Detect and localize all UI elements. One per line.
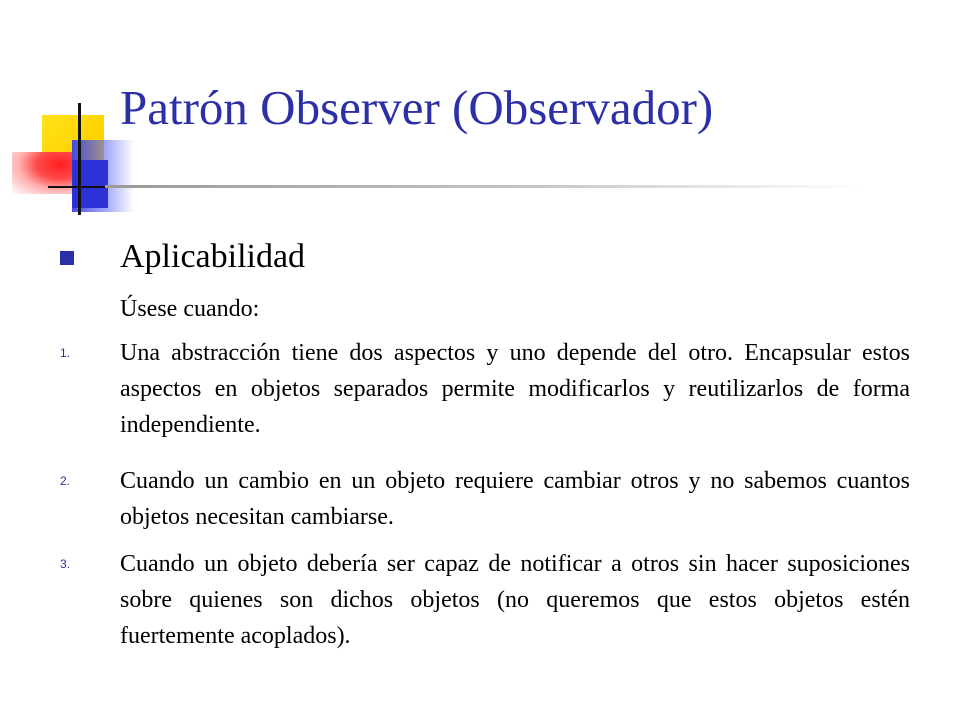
section-heading: Aplicabilidad	[120, 238, 306, 275]
list-text: Cuando un objeto debería ser capaz de notificar a otros sin hacer suposiciones sobre quienes son dichos objetos (no queremos que estos objetos estén fuertemente acoplados).	[120, 551, 910, 649]
list-number: 2.	[60, 474, 71, 488]
section-subheading: Úsese cuando:	[120, 296, 260, 322]
list-text: Cuando un cambio en un objeto requiere cambiar otros y no sabemos cuantos objetos necesitan cambiarse.	[120, 468, 910, 530]
logo-vertical-line	[78, 103, 81, 215]
list-text: Una abstracción tiene dos aspectos y uno depende del otro. Encapsular estos aspectos en objetos separados permite modificarlos y reutilizarlos de forma independiente.	[120, 340, 910, 438]
overlapping-squares-logo-icon	[0, 0, 140, 230]
list-number: 3.	[60, 557, 71, 571]
title-underline	[105, 185, 865, 188]
list-number: 1.	[60, 346, 71, 360]
square-bullet-icon	[60, 251, 74, 265]
slide-title: Patrón Observer (Observador)	[120, 80, 714, 135]
